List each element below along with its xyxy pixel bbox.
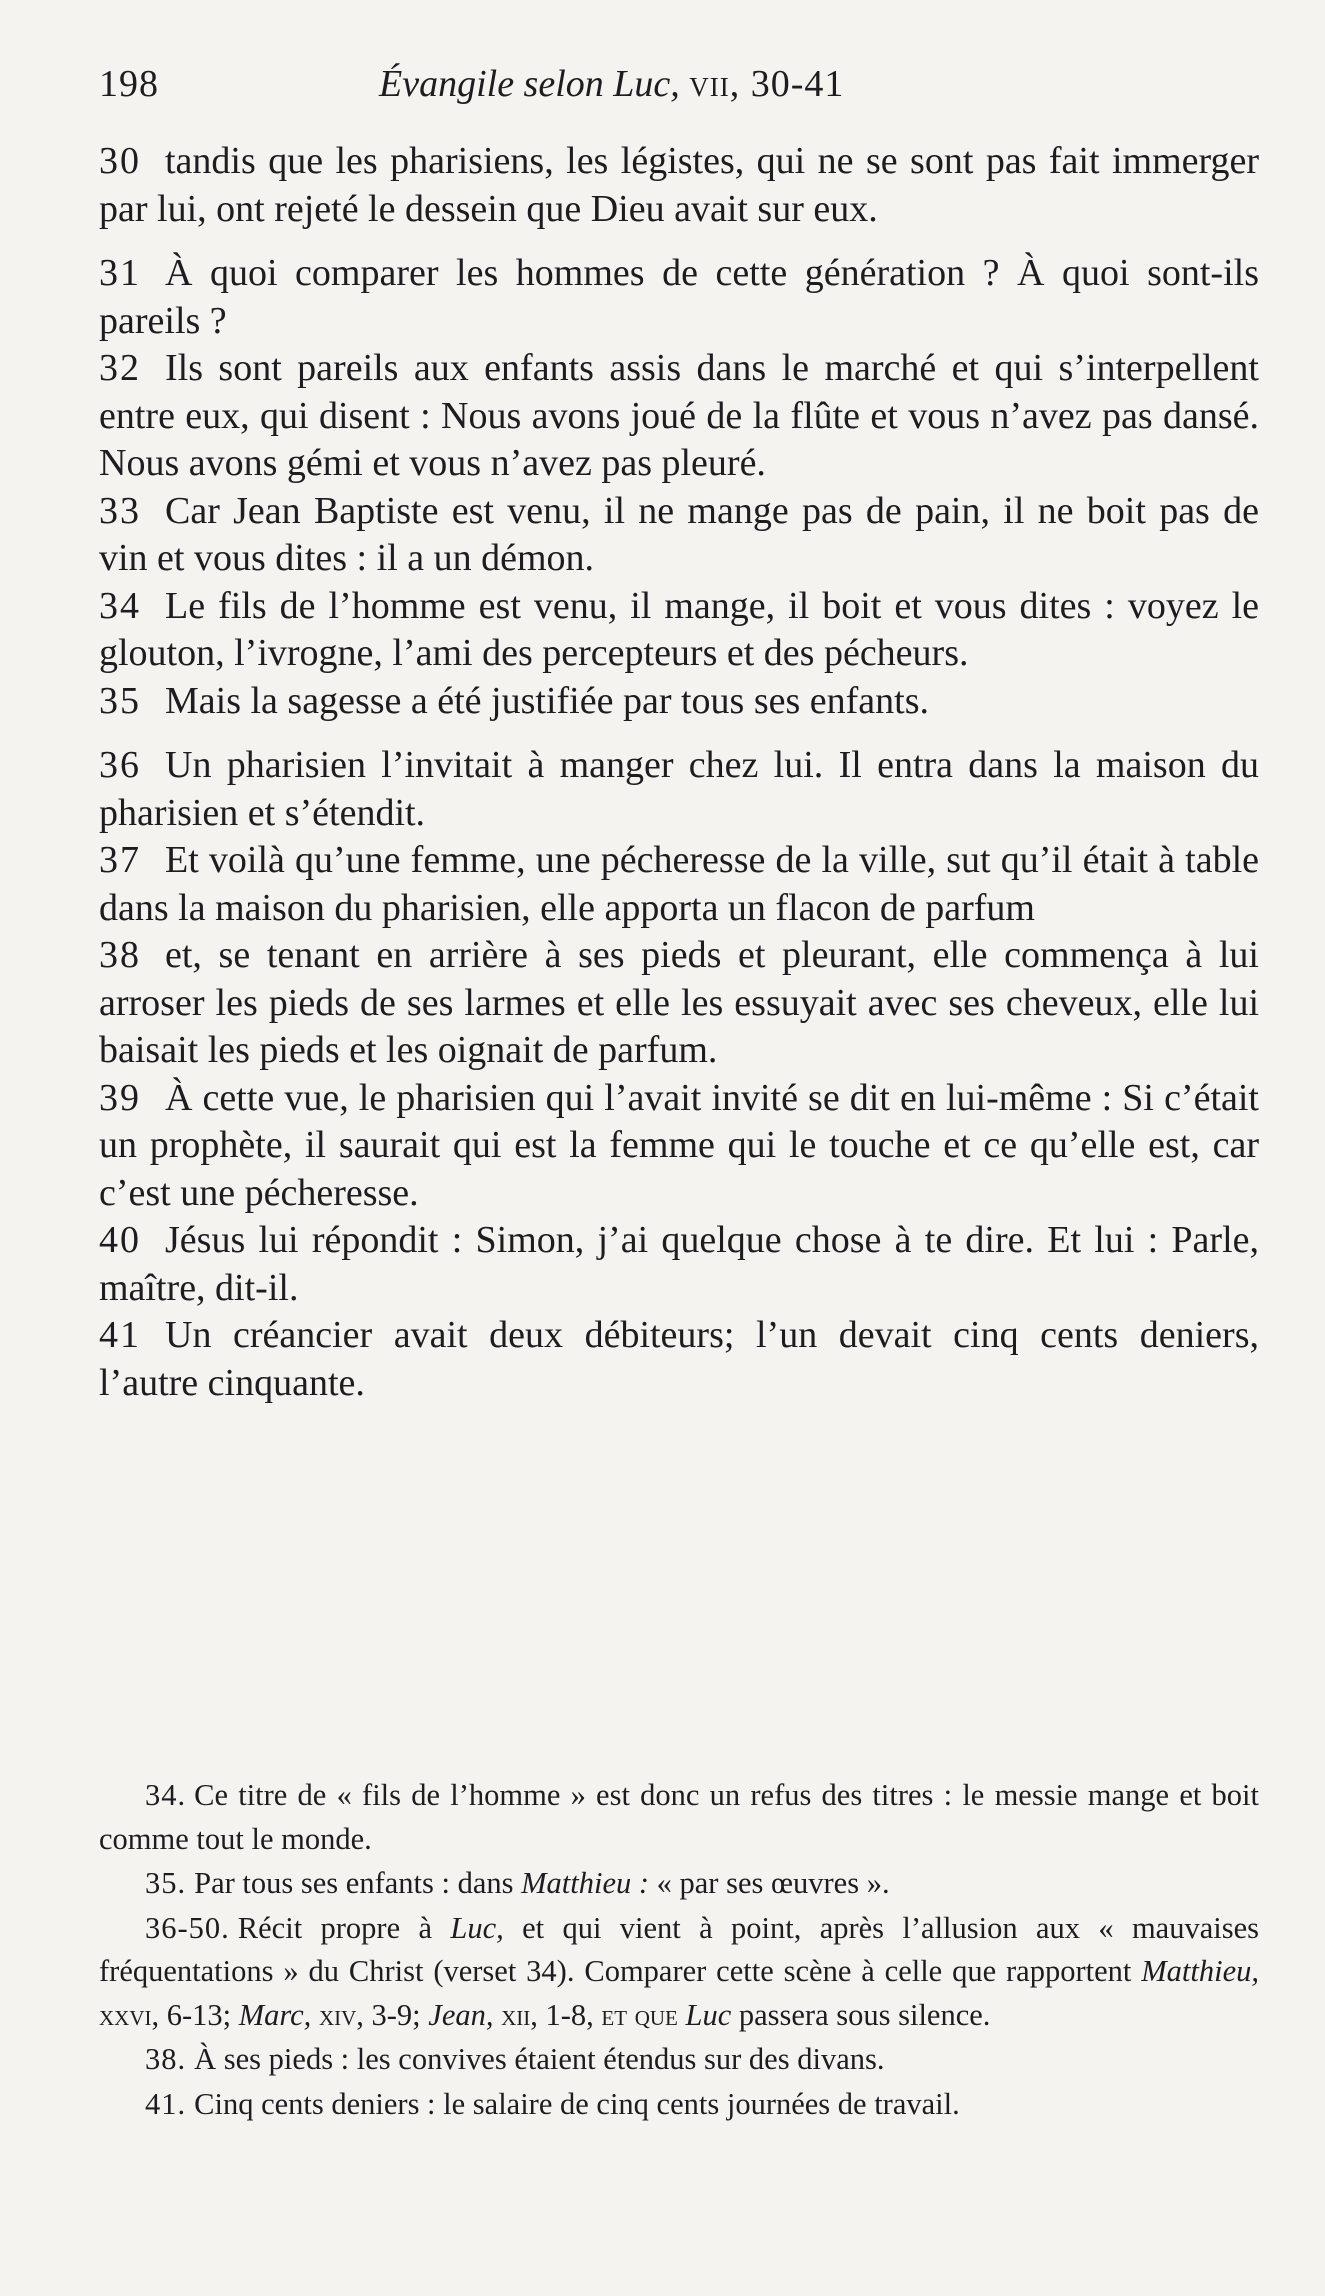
footnote-text: À ses pieds : les convives étaient étendus sur des divans. bbox=[194, 2042, 885, 2076]
footnote bbox=[99, 1862, 1259, 1906]
verse-number: 32 bbox=[99, 347, 141, 389]
verse bbox=[99, 488, 1259, 583]
chapter-reference: vii, 30-41 bbox=[689, 63, 845, 105]
verse bbox=[99, 1312, 1259, 1407]
verse-body: Et voilà qu’une femme, une pécheresse de la ville, sut qu’il était à table dans la maison du pharisien, elle apporta un flacon de parfum bbox=[99, 839, 1259, 929]
footnote-number: 34. bbox=[145, 1778, 187, 1812]
verse-body: À quoi comparer les hommes de cette génération ? À quoi sont-ils pareils ? bbox=[99, 252, 1259, 342]
footnote-text: Cinq cents deniers : le salaire de cinq cents journées de travail. bbox=[194, 2086, 960, 2121]
footnote bbox=[99, 2038, 1259, 2082]
verse-body: et, se tenant en arrière à ses pieds et pleurant, elle commença à lui arroser les pieds de ses larmes et elle les essuyait avec ses cheveux, elle lui baisait les pieds et les oignait de parfum. bbox=[99, 934, 1259, 1071]
verse-number: 31 bbox=[99, 252, 141, 294]
verse-number: 35 bbox=[99, 679, 141, 722]
book-reference: Matthieu : bbox=[521, 1866, 650, 1900]
book-reference: Matthieu, bbox=[1141, 1954, 1260, 1988]
verse-body: tandis que les pharisiens, les légistes, qui ne se sont pas fait immerger par lui, ont rejeté le dessein que Dieu avait sur eux. bbox=[99, 140, 1259, 230]
verse bbox=[99, 742, 1259, 837]
chapter-reference: xii, 1-8, et que bbox=[501, 1997, 678, 2032]
footnote-text: Ce titre de « fils de l’homme » est donc un refus des titres : le messie mange et boit comme tout le monde. bbox=[99, 1778, 1259, 1856]
verse bbox=[99, 345, 1259, 488]
book-reference: Marc, bbox=[238, 1997, 312, 2032]
chapter-reference: xiv, 3-9; bbox=[318, 1997, 421, 2032]
verse-body: À cette vue, le pharisien qui l’avait invité se dit en lui-même : Si c’était un prophète, il saurait qui est la femme qui le touche et ce qu’elle est, car c’est une pécheresse. bbox=[99, 1076, 1259, 1214]
page-number: 198 bbox=[99, 63, 159, 105]
footnote-text: et qui vient à point, après l’allusion aux « mauvaises fréquentations » du Christ (verset 34). Comparer cette scène à celle que rapportent bbox=[99, 1910, 1260, 1988]
book-title: Évangile selon Luc, bbox=[379, 63, 680, 105]
verse bbox=[99, 837, 1259, 932]
footnote-text: passera sous silence. bbox=[738, 1997, 991, 2032]
footnote-number: 41. bbox=[145, 2086, 187, 2121]
running-header bbox=[99, 56, 1259, 112]
verse-number: 41 bbox=[99, 1314, 141, 1356]
verse-body: Ils sont pareils aux enfants assis dans le marché et qui s’interpellent entre eux, qui disent : Nous avons joué de la flûte et vous n’avez pas dansé. Nous avons gémi et vous n’avez pas pleuré. bbox=[99, 347, 1259, 484]
verse-body: Jésus lui répondit : Simon, j’ai quelque chose à te dire. Et lui : Parle, maître, dit-il. bbox=[99, 1219, 1259, 1309]
verse-number: 30 bbox=[99, 140, 141, 182]
verse-number: 39 bbox=[99, 1076, 141, 1119]
book-reference: Luc bbox=[685, 1997, 732, 2032]
verse bbox=[99, 583, 1259, 678]
verse-text bbox=[99, 138, 1259, 1407]
footnote-number: 35. bbox=[145, 1866, 187, 1900]
running-title bbox=[379, 56, 844, 112]
footnote bbox=[99, 2083, 1259, 2127]
verse-body: Un créancier avait deux débiteurs; l’un devait cinq cents deniers, l’autre cinquante. bbox=[99, 1314, 1259, 1404]
verse bbox=[99, 250, 1259, 345]
verse-body: Le fils de l’homme est venu, il mange, il boit et vous dites : voyez le glouton, l’ivrogne, l’ami des percepteurs et des pécheurs. bbox=[99, 584, 1259, 674]
verse-number: 33 bbox=[99, 489, 141, 532]
verse-body: Un pharisien l’invitait à manger chez lui. Il entra dans la maison du pharisien et s’étendit. bbox=[99, 744, 1259, 834]
verse-number: 34 bbox=[99, 584, 141, 627]
footnote-number: 38. bbox=[145, 2042, 187, 2076]
verse-number: 38 bbox=[99, 934, 141, 976]
verse bbox=[99, 1075, 1259, 1218]
footnote-text: Récit propre à bbox=[237, 1910, 433, 1945]
verse-number: 37 bbox=[99, 839, 141, 881]
footnote-text: Par tous ses enfants : dans bbox=[194, 1866, 514, 1900]
footnote-text: « par ses œuvres ». bbox=[656, 1866, 890, 1900]
verse-body: Car Jean Baptiste est venu, il ne mange pas de pain, il ne boit pas de vin et vous dites : il a un démon. bbox=[99, 489, 1259, 579]
book-reference: Luc, bbox=[450, 1910, 504, 1945]
footnote bbox=[99, 1774, 1259, 1861]
verse-number: 40 bbox=[99, 1219, 141, 1261]
verse bbox=[99, 678, 1259, 726]
verse bbox=[99, 138, 1259, 233]
verse-number: 36 bbox=[99, 744, 141, 786]
footnotes bbox=[99, 1774, 1259, 2127]
footnote bbox=[99, 1907, 1259, 2038]
verse-body: Mais la sagesse a été justifiée par tous ses enfants. bbox=[165, 679, 929, 722]
footnote-number: 36-50. bbox=[145, 1910, 230, 1945]
verse bbox=[99, 932, 1259, 1075]
verse bbox=[99, 1217, 1259, 1312]
book-reference: Jean, bbox=[428, 1997, 494, 2032]
chapter-reference: xxvi, 6-13; bbox=[99, 1997, 232, 2032]
